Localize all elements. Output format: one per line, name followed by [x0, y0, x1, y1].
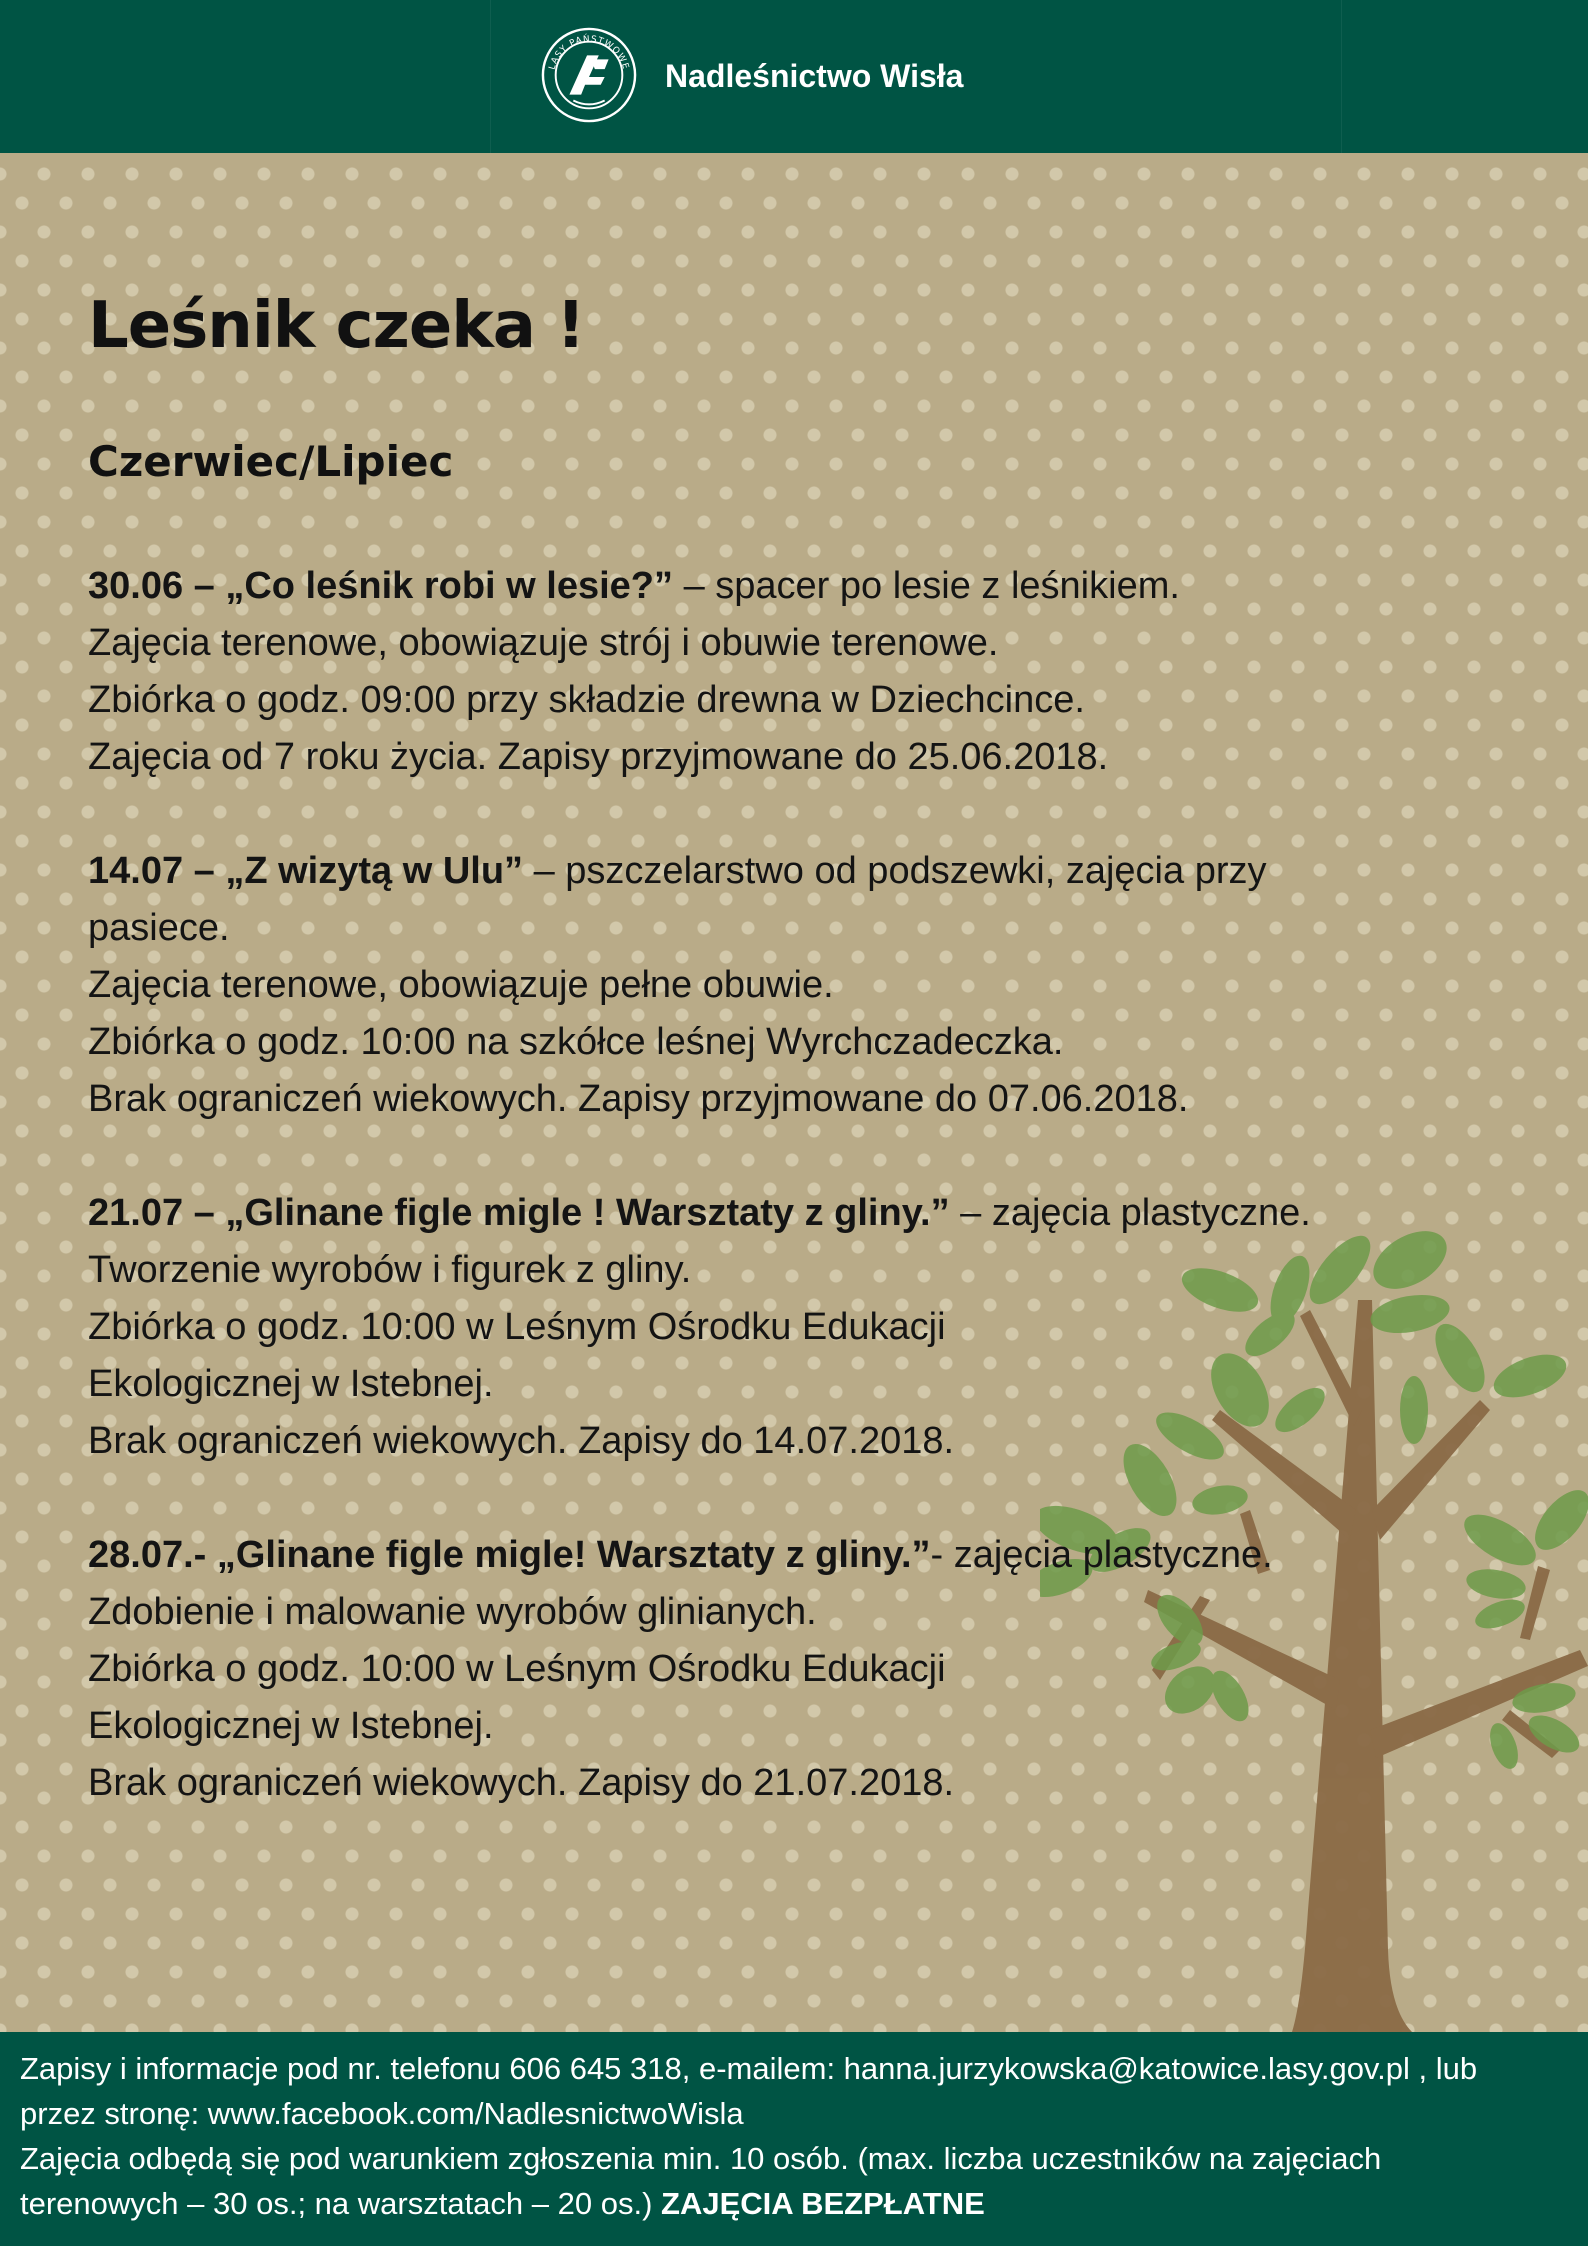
- event-detail: Brak ograniczeń wiekowych. Zapisy do 21.07.2018.: [88, 1762, 955, 1804]
- event-item: [88, 843, 1468, 1128]
- event-summary: - zajęcia plastyczne.: [930, 1534, 1273, 1576]
- event-heading: 14.07 – „Z wizytą w Ulu”: [88, 850, 524, 892]
- brand-name: Nadleśnictwo Wisła: [665, 58, 964, 94]
- event-detail: Zdobienie i malowanie wyrobów glinianych.: [88, 1591, 817, 1633]
- free-badge: ZAJĘCIA BEZPŁATNE: [661, 2186, 985, 2221]
- event-detail: Tworzenie wyrobów i figurek z gliny.: [88, 1249, 692, 1291]
- event-heading: 28.07.- „Glinane figle migle! Warsztaty z gliny.”: [88, 1534, 931, 1576]
- events-list: [88, 558, 1468, 1869]
- event-heading: 30.06 – „Co leśnik robi w lesie?”: [88, 565, 674, 607]
- event-detail: Zbiórka o godz. 10:00 w Leśnym Ośrodku Edukacji: [88, 1648, 946, 1690]
- header-bar: [0, 0, 1588, 153]
- footer-info: [0, 2032, 1588, 2246]
- event-detail: Brak ograniczeń wiekowych. Zapisy do 14.07.2018.: [88, 1420, 955, 1462]
- event-detail: Ekologicznej w Istebnej.: [88, 1363, 494, 1405]
- footer-contact-line: Zapisy i informacje pod nr. telefonu 606 645 318, e-mailem: hanna.jurzykowska@katowice.lasy.gov.pl , lub: [20, 2051, 1478, 2086]
- event-detail: pasiece.: [88, 907, 230, 949]
- event-detail: Brak ograniczeń wiekowych. Zapisy przyjmowane do 07.06.2018.: [88, 1078, 1189, 1120]
- event-detail: Zajęcia terenowe, obowiązuje pełne obuwie.: [88, 964, 834, 1006]
- event-detail: Zbiórka o godz. 10:00 w Leśnym Ośrodku Edukacji: [88, 1306, 946, 1348]
- event-summary: – spacer po lesie z leśnikiem.: [673, 565, 1180, 607]
- footer-limits-line: terenowych – 30 os.; na warsztatach – 20 os.): [20, 2186, 662, 2221]
- event-summary: – pszczelarstwo od podszewki, zajęcia przy: [523, 850, 1267, 892]
- event-item: [88, 1527, 1468, 1812]
- event-summary: – zajęcia plastyczne.: [949, 1192, 1311, 1234]
- event-heading: 21.07 – „Glinane figle migle ! Warsztaty z gliny.”: [88, 1192, 950, 1234]
- event-item: [88, 558, 1468, 786]
- lasy-panstwowe-logo: [540, 26, 638, 124]
- logo-text: LASY PAŃSTWOWE: [547, 34, 631, 72]
- footer-conditions-line: Zajęcia odbędą się pod warunkiem zgłoszenia min. 10 osób. (max. liczba uczestników na zajęciach: [20, 2141, 1382, 2176]
- event-item: [88, 1185, 1468, 1470]
- page-title: Leśnik czeka !: [88, 289, 585, 363]
- event-detail: Zbiórka o godz. 09:00 przy składzie drewna w Dziechcince.: [88, 679, 1085, 721]
- event-detail: Ekologicznej w Istebnej.: [88, 1705, 494, 1747]
- event-detail: Zajęcia terenowe, obowiązuje strój i obuwie terenowe.: [88, 622, 999, 664]
- footer-facebook-line: przez stronę: www.facebook.com/NadlesnictwoWisla: [20, 2096, 744, 2131]
- page-subtitle: Czerwiec/Lipiec: [88, 437, 454, 486]
- event-detail: Zajęcia od 7 roku życia. Zapisy przyjmowane do 25.06.2018.: [88, 736, 1109, 778]
- event-detail: Zbiórka o godz. 10:00 na szkółce leśnej Wyrchczadeczka.: [88, 1021, 1064, 1063]
